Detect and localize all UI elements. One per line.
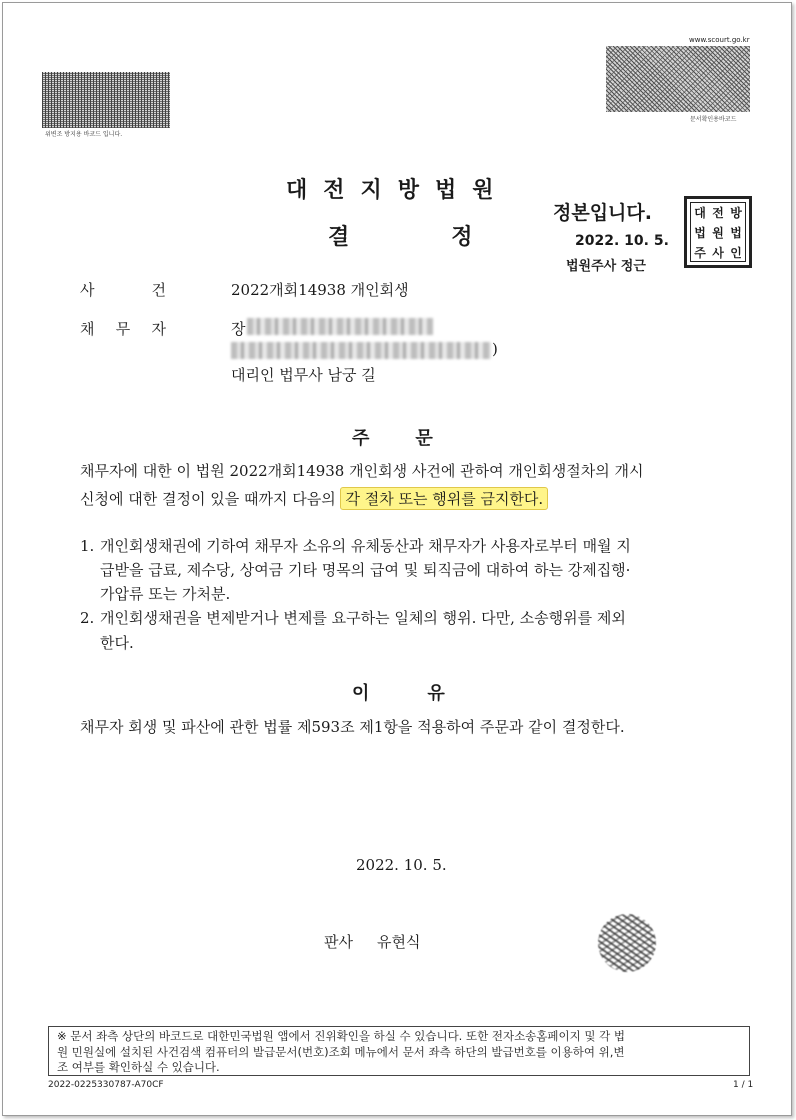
order-intro-line-1: 채무자에 대한 이 법원 2022개회14938 개인회생 사건에 관하여 개인회생절차의 개시 [80, 462, 644, 480]
seal-char: 원 [712, 226, 724, 240]
seal-char: 법 [730, 226, 742, 240]
title-left: 결 [328, 225, 350, 250]
debtor-name: 장 [231, 320, 246, 338]
order-item-1-line-3: 가압류 또는 가처분. [100, 585, 231, 603]
anti-forgery-barcode [42, 72, 170, 128]
certification-date: 2022. 10. 5. [575, 233, 669, 249]
issue-number: 2022-0225330787-A70CF [48, 1080, 164, 1090]
document-check-barcode [606, 46, 750, 112]
certified-copy-label: 정본입니다. [553, 202, 652, 224]
order-item-1-line-2: 급받을 급료, 제수당, 상여금 기타 명목의 급여 및 퇴직금에 대하여 하는 강제집행· [100, 561, 631, 579]
case-number: 2022개회14938 개인회생 [231, 281, 409, 299]
highlighted-prohibition: 각 절차 또는 행위를 금지한다. [340, 487, 548, 510]
redacted-debtor-address [231, 342, 491, 359]
seal-char: 인 [730, 246, 742, 260]
page-number: 1 / 1 [733, 1080, 754, 1090]
court-clerk: 법원주사 정근 [566, 259, 646, 274]
redacted-debtor-details [247, 318, 433, 335]
legal-agent: 대리인 법무사 남궁 길 [231, 366, 376, 384]
seal-char: 법 [694, 226, 706, 240]
anti-forgery-barcode-caption: 위변조 방지용 바코드 입니다. [45, 131, 123, 138]
court-name: 대전지방법원 [286, 178, 510, 203]
seal-char: 대 [694, 206, 706, 220]
case-label: 사 건 [80, 281, 166, 299]
document-title [328, 220, 473, 251]
document-check-barcode-caption: 문서확인용바코드 [690, 116, 737, 123]
order-item-2-line-2: 한다. [100, 634, 134, 652]
court-seal [684, 196, 752, 268]
order-heading: 주 문 [352, 428, 433, 449]
court-url: www.scourt.go.kr [689, 36, 750, 44]
reason-text: 채무자 회생 및 파산에 관한 법률 제593조 제1항을 적용하여 주문과 같이 결정한다. [80, 718, 625, 736]
address-close-paren: ) [492, 340, 498, 358]
reason-heading: 이 유 [352, 683, 445, 704]
judge-seal [598, 914, 656, 972]
seal-char: 전 [712, 206, 724, 220]
seal-char: 사 [712, 246, 724, 260]
verification-notice: ※ 문서 좌측 상단의 바코드로 대한민국법원 앱에서 진위확인을 하실 수 있습니다. 또한 전자소송홈페이지 및 각 법 원 민원실에 설치된 사건검색 컴퓨터의 발급문서(번호)조회 메뉴에서 문서 좌측 하단의 발급번호를 이용하여 위,변 조 여부를 확인하실 수 있습니다. [48, 1026, 750, 1076]
title-right: 정 [451, 225, 473, 250]
seal-char: 방 [730, 206, 742, 220]
order-intro-line-2: 신청에 대한 결정이 있을 때까지 다음의 각 절차 또는 행위를 금지한다. [80, 487, 548, 510]
debtor-label: 채 무 자 [80, 320, 166, 338]
decision-date: 2022. 10. 5. [356, 856, 447, 874]
judge-signature: 판사 유현식 [324, 933, 421, 951]
order-item-1: 1. 개인회생채권에 기하여 채무자 소유의 유체동산과 채무자가 사용자로부터 매월 지 [80, 537, 631, 555]
order-item-2: 2. 개인회생채권을 변제받거나 변제를 요구하는 일체의 행위. 다만, 소송행위를 제외 [80, 609, 626, 627]
seal-char: 주 [694, 246, 706, 260]
